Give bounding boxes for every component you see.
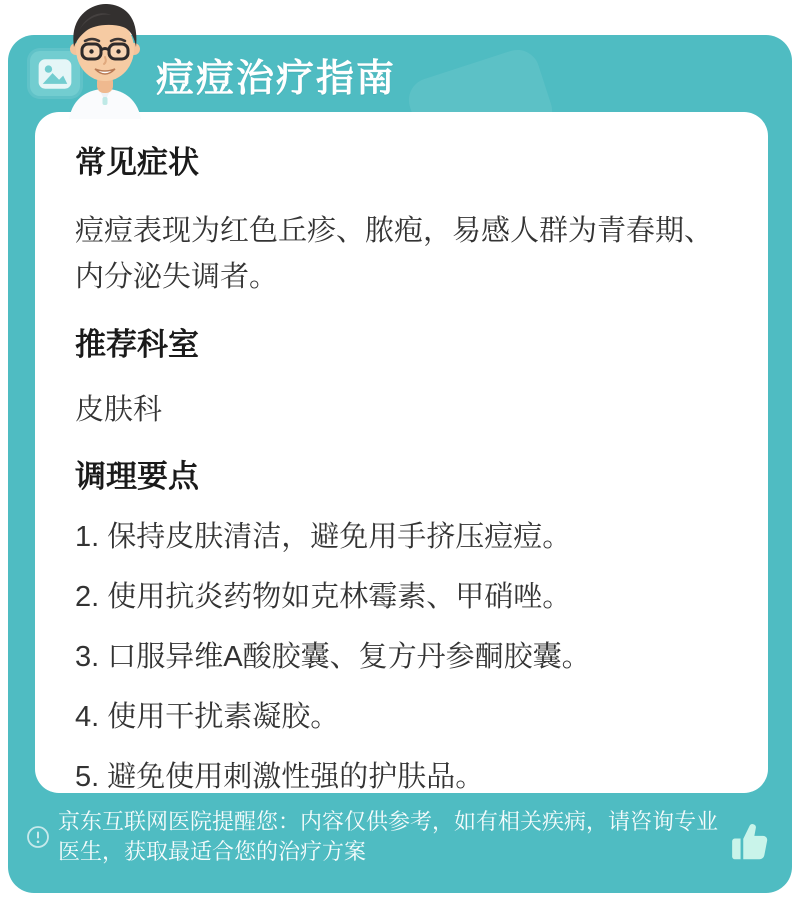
page-title: 痘痘治疗指南 bbox=[156, 57, 397, 100]
thumbs-up-icon bbox=[726, 818, 772, 866]
list-item: 5. 避免使用刺激性强的护肤品。 bbox=[75, 761, 485, 793]
list-item: 1. 保持皮肤清洁，避免用手挤压痘痘。 bbox=[75, 521, 572, 553]
thumbs-up-button[interactable] bbox=[726, 818, 772, 866]
symptoms-text: 痘痘表现为红色丘疹、脓疱，易感人群为青春期、内分泌失调者。 bbox=[75, 215, 714, 293]
section-heading-points: 调理要点 bbox=[75, 459, 199, 494]
footer-disclaimer-bar bbox=[26, 807, 774, 867]
list-item: 4. 使用干扰素凝胶。 bbox=[75, 701, 340, 733]
info-circle-icon bbox=[26, 825, 50, 849]
department-text: 皮肤科 bbox=[75, 394, 163, 426]
list-item: 2. 使用抗炎药物如克林霉素、甲硝唑。 bbox=[75, 581, 572, 613]
section-heading-symptoms: 常见症状 bbox=[75, 145, 199, 180]
content-card bbox=[35, 112, 768, 793]
main-container bbox=[8, 35, 792, 893]
doctor-avatar-illustration bbox=[55, 1, 155, 119]
list-item: 3. 口服异维A酸胶囊、复方丹参酮胶囊。 bbox=[75, 641, 591, 673]
footer-disclaimer-text: 京东互联网医院提醒您：内容仅供参考，如有相关疾病，请咨询专业医生，获取最适合您的治疗方案 bbox=[58, 809, 719, 864]
section-heading-department: 推荐科室 bbox=[75, 327, 199, 362]
doctor-avatar bbox=[55, 1, 155, 119]
treatment-list bbox=[75, 516, 728, 793]
